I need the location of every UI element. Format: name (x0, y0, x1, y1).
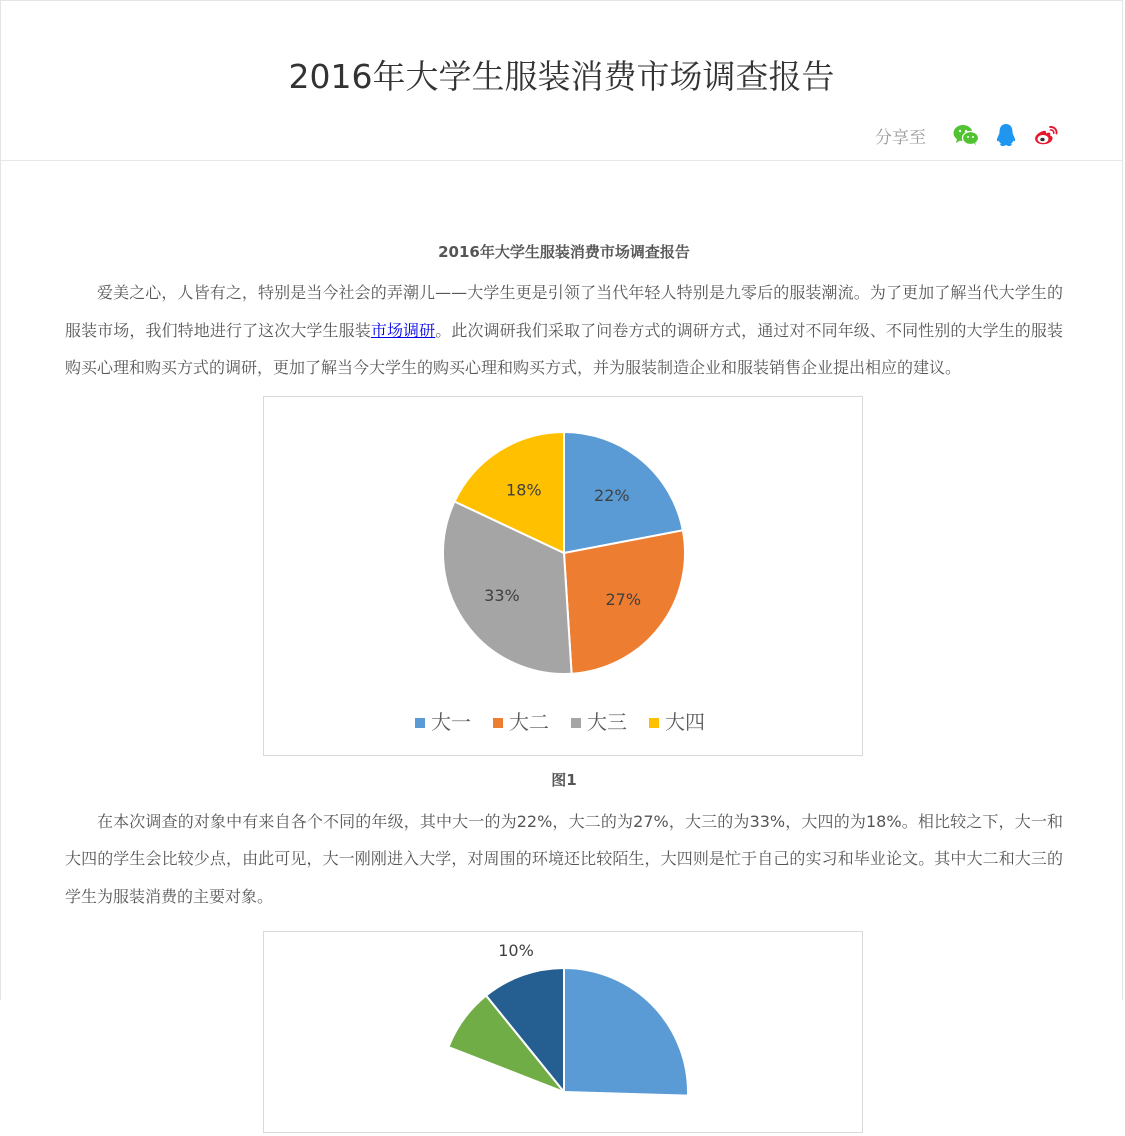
header (1, 1, 1122, 161)
legend-label: 大一 (431, 709, 471, 734)
pie-data-label: 18% (506, 480, 542, 500)
share-label: 分享至 (875, 127, 926, 148)
pie-data-label: 22% (594, 485, 630, 505)
intro-text-end: 。此次调研我们采取了问卷方式的调研方式，通过对不同年级、不同性别的大学生的服装购买心理和购买方式的调研，更加了解当今大学生的购买心理和购买方式，并为服装制造企业和服装销售企业提出相应的建议。 (65, 320, 1063, 377)
legend-swatch (493, 718, 503, 728)
qq-icon[interactable] (992, 121, 1020, 149)
pie-data-label: 27% (605, 589, 642, 609)
legend-swatch (571, 718, 581, 728)
legend-swatch (649, 718, 659, 728)
grade-pie-chart (263, 396, 863, 756)
pie2-data-label: 10% (498, 941, 534, 960)
legend-label: 大二 (509, 709, 549, 734)
second-pie-chart (263, 931, 863, 1133)
article-title: 2016年大学生服装消费市场调查报告 (438, 243, 690, 261)
weibo-icon[interactable] (1032, 121, 1060, 149)
legend-label: 大四 (665, 709, 705, 734)
figure-caption: 图1 (551, 770, 577, 789)
intro-paragraph (65, 274, 1063, 387)
wechat-icon[interactable] (952, 121, 980, 149)
share-bar (875, 121, 1060, 149)
page-title: 2016年大学生服装消费市场调查报告 (288, 57, 835, 96)
article (65, 241, 1063, 1133)
legend-swatch (415, 718, 425, 728)
pie2-slice-1 (564, 968, 688, 1096)
legend-label: 大三 (587, 709, 627, 734)
pie-data-label: 33% (484, 585, 520, 605)
analysis-paragraph: 在本次调查的对象中有来自各个不同的年级，其中大一的为22%，大二的为27%，大三的为33%，大四的为18%。相比较之下，大一和大四的学生会比较少点，由此可见，大一刚刚进入大学，对周围的环境还比较陌生，大四则是忙于自己的实习和毕业论文。其中大二和大三的学生为服装消费的主要对象。 (65, 811, 1063, 906)
second-pie-svg (264, 932, 862, 1132)
grade-pie-svg (264, 397, 862, 755)
market-research-link[interactable]: 市场调研 (370, 320, 436, 340)
intro-text-start: 爱美之心，人皆有之，特别是当今社会的弄潮儿——大学生更是引领了当代年轻人特别是九零后的服装潮流。为了更加了解当代大学生的服装市场，我们特地进行了这次大学生服装 (65, 283, 1063, 340)
